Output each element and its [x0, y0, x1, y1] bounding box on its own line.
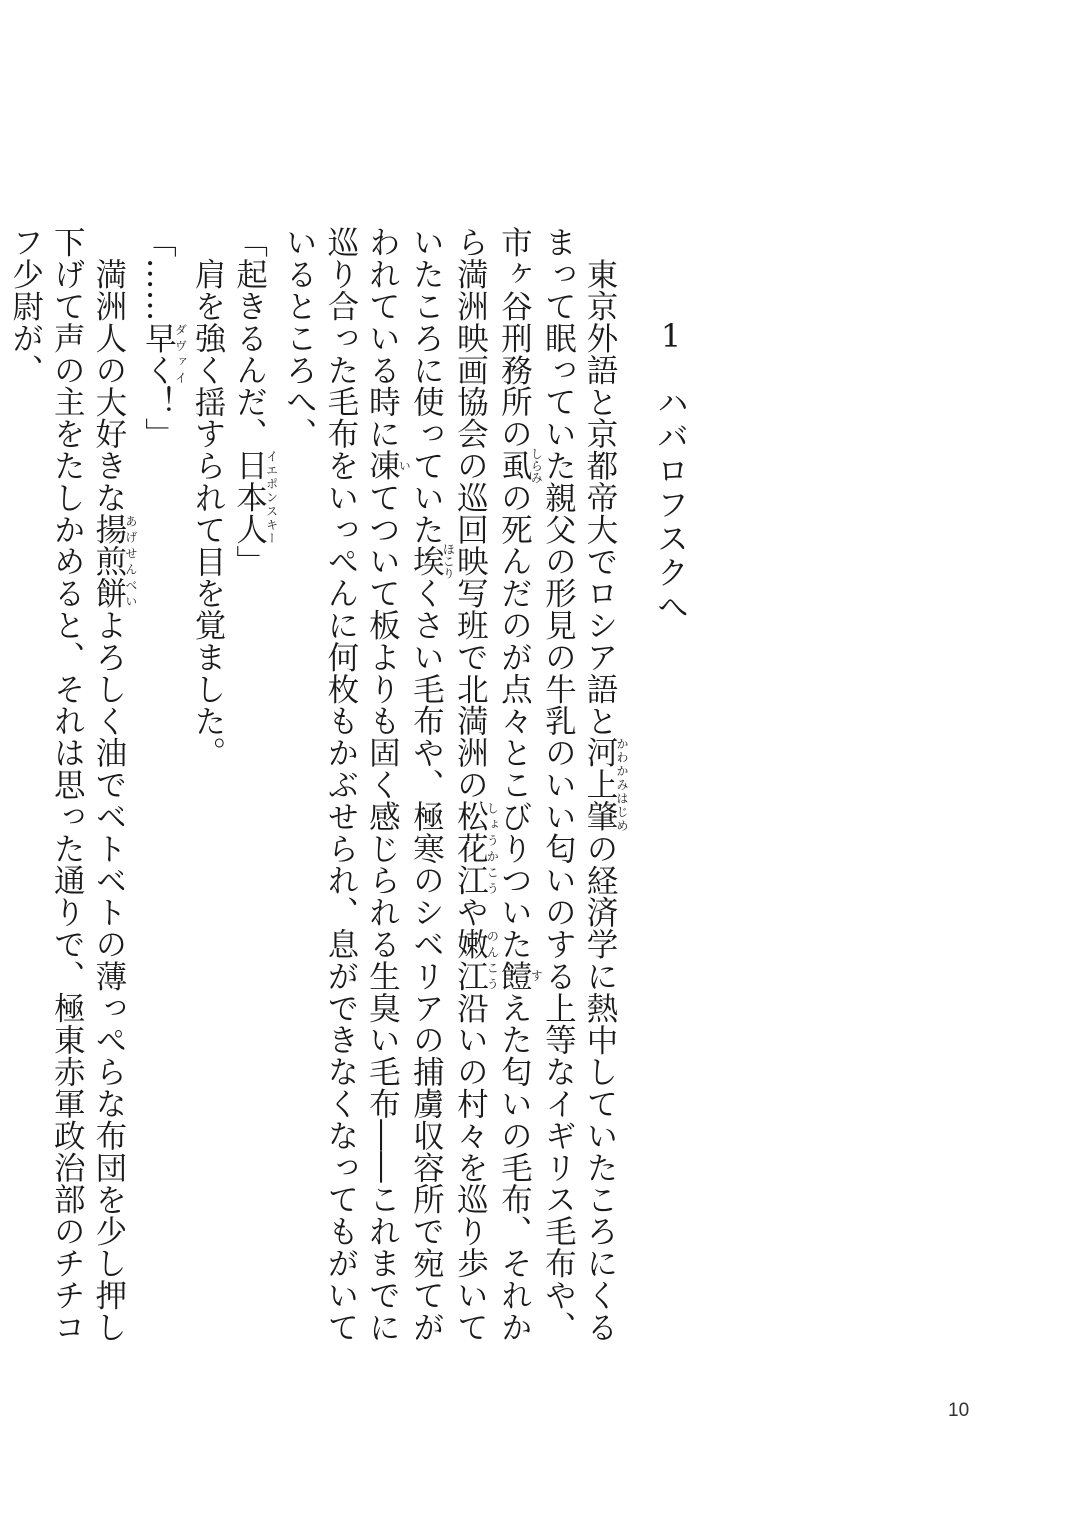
ruby-reading: かわかみはじめ — [615, 736, 629, 832]
ruby-reading: い — [397, 449, 412, 482]
ruby-word: 揚煎餅あげせんべい — [90, 512, 138, 609]
paragraph-3 — [4, 226, 137, 1366]
ruby-word: 虱しらみ — [496, 447, 544, 484]
text-run: てついて板よりも固く感じられる生臭い毛布――これまでに巡り合った毛布をいっぺんに何枚もかぶせられ、息ができなくなってもがいているところへ、 — [281, 226, 401, 1343]
paragraph-1 — [278, 226, 628, 1366]
text-run: や — [452, 895, 489, 928]
paragraph-2 — [186, 226, 228, 1366]
page-number: 10 — [948, 1400, 970, 1421]
text-run: 「起きるんだ、 — [231, 226, 268, 450]
ruby-reading: ほこり — [441, 542, 456, 579]
ruby-word: 松花江しょうかこう — [452, 800, 500, 896]
chapter-number: 1 — [660, 320, 682, 352]
dialog-line-2 — [137, 226, 187, 1366]
ruby-reading: イエポンスキー — [264, 449, 279, 545]
text-run: ！」 — [140, 385, 177, 450]
body-text — [7, 226, 629, 1366]
ruby-word: 河上肇かわかみはじめ — [582, 736, 629, 832]
text-run: 満洲人の大好きな — [90, 257, 127, 513]
ruby-reading: のんこう — [485, 927, 500, 992]
ruby-word: 日本人イエポンスキー — [231, 449, 279, 546]
ruby-word: 凍い — [364, 449, 412, 482]
ruby-reading: あげせんべい — [123, 512, 138, 609]
ruby-word: 早くダヴァイ — [140, 321, 188, 386]
text-run: よろしく油でベトベトの薄っぺらな布団を少し押し下げて声の主をたしかめると、それは思った通りで、極東赤軍政治部のチチコフ少尉が、 — [7, 226, 127, 1343]
text-run: 肩を強く揺すられて目を覚ました。 — [190, 257, 227, 768]
text-run: 東京外語と京都帝大でロシア語と — [582, 257, 618, 736]
ruby-reading: ダヴァイ — [173, 321, 188, 386]
chapter-heading — [648, 320, 694, 624]
dialog-line-1 — [228, 226, 278, 1366]
ruby-reading: しらみ — [529, 447, 544, 484]
text-run: の経済学に熱中していたころにくるまって眠っていた親父の形見の牛乳のいい匂いのする上等なイギリス毛布や、市ヶ谷刑務所の — [496, 226, 618, 1343]
text-run: 沿いの村々を巡り歩いていたころに使っていた — [408, 226, 489, 1343]
text-run: 「…… — [140, 226, 177, 322]
ruby-word: 埃ほこり — [408, 542, 456, 579]
chapter-title: ハバロフスクへ — [652, 386, 690, 624]
text-run: の死んだのが点々とこびりついた — [496, 481, 533, 960]
ruby-word: 嫩江のんこう — [452, 927, 500, 992]
ruby-word: 饐す — [496, 959, 544, 992]
ruby-reading: す — [529, 959, 544, 992]
text-run: えた匂いの毛布、それから満洲映画協会の巡回映写班で北満洲の — [452, 226, 533, 1343]
ruby-reading: しょうかこう — [485, 800, 500, 896]
text-run: くさい毛布や、極寒のシベリアの捕虜収容所で宛てがわれている時に — [364, 226, 445, 1343]
text-run: 」 — [231, 545, 268, 577]
